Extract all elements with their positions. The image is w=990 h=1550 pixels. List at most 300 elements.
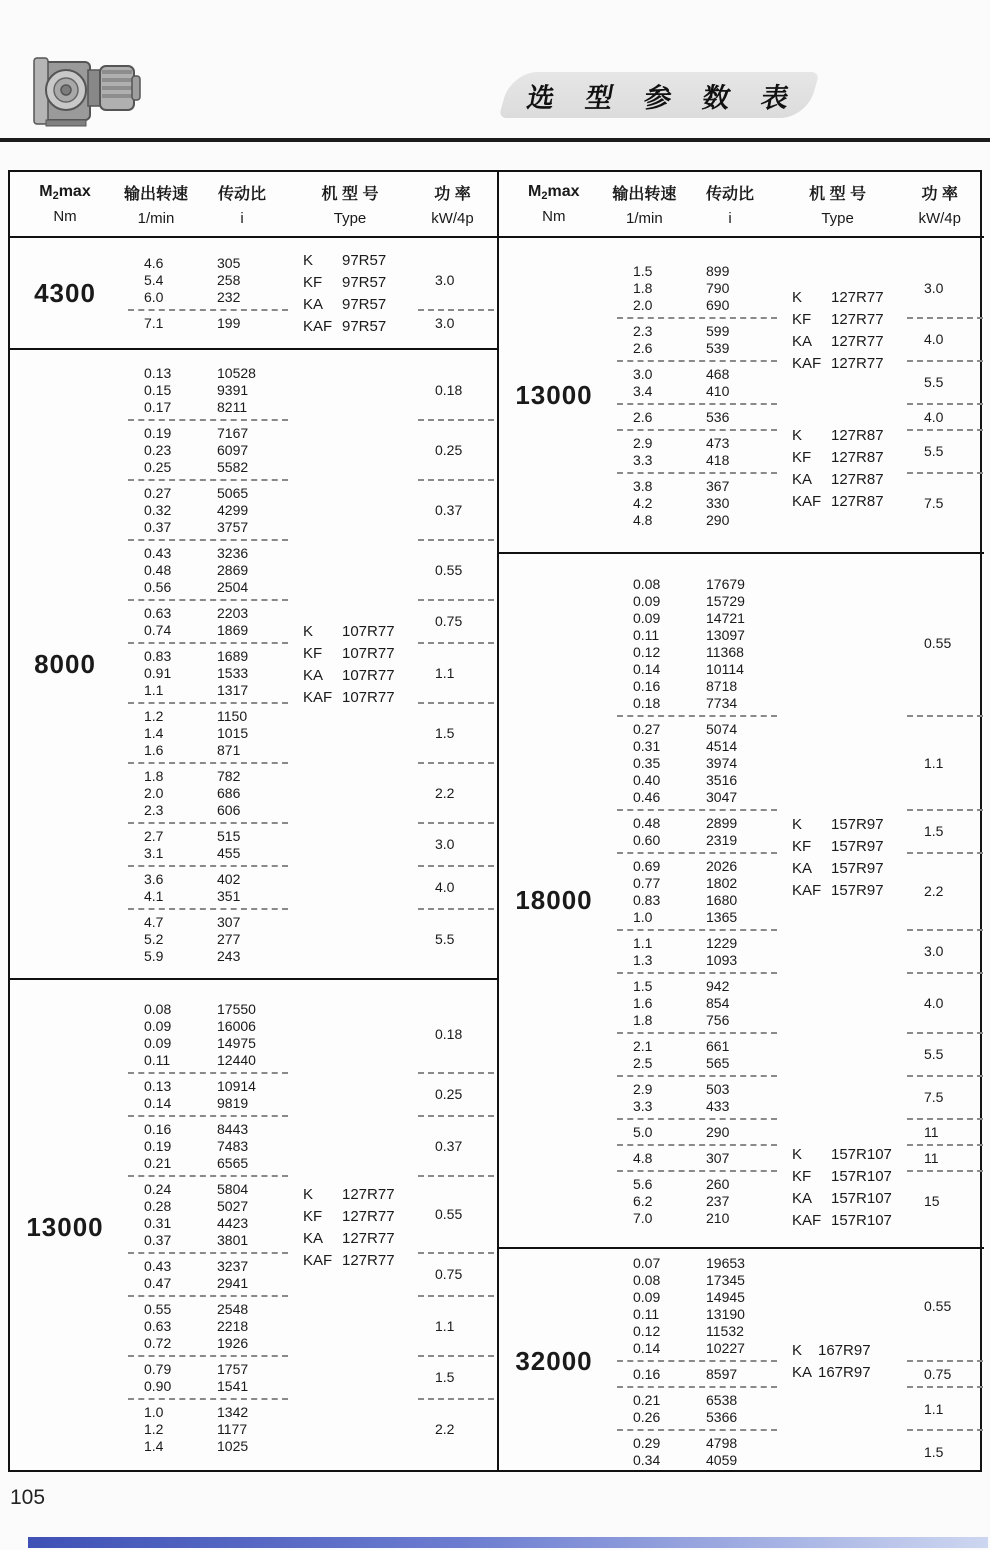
data-row	[609, 1054, 781, 1071]
col-header-speed: 输出转速 1/min	[612, 186, 677, 227]
power-value: 0.25	[435, 441, 463, 458]
speed-value: 1.3	[633, 951, 653, 968]
power-value: 3.0	[435, 315, 455, 331]
speed-value: 0.28	[144, 1197, 172, 1214]
data-row	[609, 874, 781, 891]
data-row	[120, 289, 292, 306]
speed-value: 5.2	[144, 930, 164, 947]
ratio-group	[120, 424, 497, 475]
speed-value: 1.5	[633, 977, 653, 994]
speed-value: 3.4	[633, 382, 653, 399]
type-model: 127R87	[831, 426, 884, 444]
power-value: 1.1	[924, 1400, 944, 1417]
speed-value: 0.14	[633, 660, 661, 677]
ratio-value: 2548	[217, 1300, 249, 1317]
table-body-left	[10, 238, 497, 1474]
ratio-value: 16006	[217, 1017, 256, 1034]
type-prefix: KAF	[792, 355, 822, 372]
type-prefix: KAF	[303, 688, 333, 706]
data-row	[609, 1209, 781, 1226]
ratio-value: 3047	[706, 788, 738, 805]
ratio-value: 13190	[706, 1306, 745, 1322]
data-row	[120, 767, 292, 784]
data-row	[120, 1214, 292, 1231]
ratio-group	[120, 767, 497, 818]
speed-value: 0.19	[144, 424, 172, 441]
speed-value: 2.5	[633, 1054, 653, 1071]
ratio-value: 9819	[217, 1094, 249, 1111]
speed-value: 0.27	[144, 484, 172, 501]
table-left-half	[10, 172, 497, 1470]
ratio-value: 1150	[217, 707, 248, 724]
speed-value: 1.8	[633, 279, 653, 296]
type-block	[792, 287, 884, 375]
table-body-right	[499, 238, 984, 1474]
speed-value: 0.23	[144, 441, 172, 458]
power-value: 5.5	[435, 930, 455, 947]
ratio-value: 330	[706, 494, 730, 511]
data-row	[120, 458, 292, 475]
speed-value: 0.29	[633, 1435, 661, 1451]
type-label	[303, 293, 386, 315]
ratio-value: 1680	[706, 891, 738, 908]
speed-value: 0.83	[633, 891, 661, 908]
type-label	[303, 642, 395, 664]
data-row	[609, 451, 781, 468]
speed-value: 0.43	[144, 1257, 172, 1274]
ratio-value: 3516	[706, 771, 738, 788]
power-value: 7.5	[924, 1089, 944, 1105]
ratio-value: 277	[217, 930, 241, 947]
power-value: 1.1	[435, 1317, 455, 1334]
ratio-value: 1926	[217, 1334, 249, 1351]
data-row	[120, 887, 292, 904]
type-model: 157R97	[831, 816, 884, 833]
ratio-value: 2504	[217, 578, 249, 595]
group-divider	[120, 904, 497, 913]
torque-value: 13000	[26, 1211, 104, 1242]
type-label	[303, 315, 386, 337]
ratio-value: 1802	[706, 874, 738, 891]
torque-value: 32000	[515, 1346, 593, 1376]
data-row	[609, 279, 781, 296]
ratio-value: 307	[217, 913, 241, 930]
data-row	[609, 408, 781, 425]
type-label	[303, 1249, 395, 1271]
speed-value: 0.83	[144, 647, 172, 664]
type-model: 167R97	[818, 1342, 871, 1359]
type-model: 127R77	[831, 289, 884, 306]
type-prefix: KA	[303, 666, 324, 684]
data-row	[609, 771, 781, 788]
speed-value: 0.74	[144, 621, 172, 638]
data-row	[120, 1334, 292, 1351]
speed-value: 3.6	[144, 870, 164, 887]
speed-value: 1.2	[144, 707, 164, 724]
data-row	[609, 511, 781, 528]
data-row	[609, 494, 781, 511]
type-subsection	[120, 1000, 497, 1454]
data-row	[609, 575, 781, 592]
ratio-value: 199	[217, 315, 241, 331]
type-label	[792, 309, 884, 331]
data-row	[609, 814, 781, 831]
ratio-value: 6097	[217, 441, 249, 458]
type-prefix: KF	[792, 311, 812, 328]
ratio-value: 17679	[706, 575, 745, 592]
data-row	[609, 857, 781, 874]
ratio-value: 210	[706, 1209, 730, 1226]
power-value: 5.5	[924, 374, 944, 390]
ratio-value: 3974	[706, 754, 738, 771]
ratio-group	[120, 1403, 497, 1454]
speed-value: 4.8	[633, 511, 653, 528]
data-row	[120, 1257, 292, 1274]
power-value: 11	[924, 1149, 939, 1166]
group-divider	[120, 758, 497, 767]
type-prefix: K	[303, 251, 314, 269]
speed-value: 4.1	[144, 887, 164, 904]
power-value: 1.5	[435, 724, 455, 741]
ratio-value: 782	[217, 767, 241, 784]
ratio-value: 8211	[217, 398, 248, 415]
data-row	[609, 677, 781, 694]
ratio-value: 565	[706, 1054, 730, 1071]
power-value: 0.18	[435, 381, 463, 398]
col-header-torque: M2max Nm	[39, 183, 91, 225]
type-model: 157R97	[831, 860, 884, 877]
type-prefix: K	[792, 289, 803, 306]
ratio-value: 12440	[217, 1051, 256, 1068]
ratio-value: 1757	[217, 1360, 249, 1377]
type-label	[792, 836, 884, 858]
ratio-value: 232	[217, 289, 241, 305]
ratio-value: 899	[706, 262, 730, 279]
speed-value: 0.12	[633, 643, 661, 660]
type-prefix: KA	[792, 333, 813, 350]
power-value: 2.2	[924, 883, 944, 899]
group-divider	[120, 1111, 497, 1120]
ratio-group	[609, 720, 984, 805]
ratio-value: 15729	[706, 592, 745, 609]
ratio-value: 5366	[706, 1409, 738, 1425]
header-rule	[0, 138, 990, 142]
power-value: 1.5	[435, 1369, 455, 1385]
data-row	[609, 609, 781, 626]
type-label	[792, 424, 884, 446]
speed-value: 1.4	[144, 724, 164, 741]
power-value: 3.0	[924, 279, 944, 296]
speed-value: 0.31	[633, 737, 661, 754]
ratio-value: 5027	[217, 1197, 249, 1214]
ratio-value: 1342	[217, 1403, 249, 1420]
speed-value: 7.0	[633, 1209, 653, 1226]
ratio-value: 433	[706, 1097, 730, 1114]
data-row	[609, 1255, 781, 1272]
speed-value: 1.2	[144, 1420, 164, 1437]
ratio-value: 5074	[706, 720, 738, 737]
speed-value: 2.6	[633, 339, 653, 356]
speed-value: 3.3	[633, 451, 653, 468]
type-prefix: KA	[792, 1190, 813, 1207]
col-header-type: 机 型 号 Type	[321, 186, 379, 227]
speed-value: 2.0	[144, 784, 164, 801]
data-row	[609, 737, 781, 754]
ratio-group	[120, 1360, 497, 1394]
type-label	[303, 1183, 395, 1205]
power-value: 0.25	[435, 1086, 463, 1102]
ratio-value: 599	[706, 322, 730, 339]
speed-value: 3.3	[633, 1097, 653, 1114]
col-header-torque: M2max Nm	[528, 183, 580, 225]
ratio-value: 942	[706, 977, 730, 994]
speed-value: 0.18	[633, 694, 661, 711]
data-row	[120, 621, 292, 638]
speed-value: 0.11	[633, 1306, 660, 1322]
speed-value: 0.09	[633, 1289, 661, 1305]
type-model: 127R77	[342, 1185, 395, 1203]
col-header-speed: 输出转速 1/min	[123, 186, 188, 227]
data-row	[120, 1231, 292, 1248]
ratio-value: 17550	[217, 1000, 256, 1017]
data-row	[609, 720, 781, 737]
data-row	[120, 1077, 292, 1094]
speed-value: 2.6	[633, 408, 653, 425]
speed-value: 0.25	[144, 458, 172, 475]
col-header-power: 功 率 kW/4p	[431, 186, 474, 227]
data-row	[609, 891, 781, 908]
data-row	[609, 1123, 781, 1140]
speed-value: 0.35	[633, 754, 661, 771]
speed-value: 0.79	[144, 1360, 172, 1377]
group-divider	[609, 1426, 984, 1435]
data-row	[120, 441, 292, 458]
type-model: 157R107	[831, 1212, 892, 1229]
speed-value: 0.37	[144, 1231, 172, 1248]
data-row	[120, 707, 292, 724]
type-prefix: K	[792, 426, 803, 444]
data-row	[609, 934, 781, 951]
ratio-value: 11368	[706, 643, 744, 660]
speed-value: 6.0	[144, 289, 164, 305]
power-value: 11	[924, 1123, 939, 1140]
data-row	[609, 1452, 781, 1469]
speed-value: 5.0	[633, 1123, 653, 1140]
speed-value: 0.27	[633, 720, 661, 737]
data-row	[120, 870, 292, 887]
data-row	[609, 1272, 781, 1289]
group-divider	[609, 711, 984, 720]
ratio-value: 3757	[217, 518, 249, 535]
type-label	[792, 446, 884, 468]
ratio-value: 5065	[217, 484, 249, 501]
ratio-group	[609, 1435, 984, 1469]
type-model: 127R87	[831, 470, 884, 488]
speed-value: 0.60	[633, 831, 661, 848]
group-divider	[120, 475, 497, 484]
type-model: 107R77	[342, 688, 395, 706]
power-value: 7.5	[924, 494, 944, 511]
ratio-value: 515	[217, 827, 241, 844]
power-value: 1.5	[924, 1443, 944, 1460]
ratio-value: 2869	[217, 561, 249, 578]
ratio-group	[120, 364, 497, 415]
ratio-value: 10914	[217, 1077, 256, 1094]
ratio-value: 14721	[706, 609, 745, 626]
type-model: 127R77	[831, 355, 884, 372]
speed-value: 2.7	[144, 827, 164, 844]
speed-value: 4.2	[633, 494, 653, 511]
data-row	[120, 1403, 292, 1420]
data-row	[120, 1274, 292, 1291]
data-row	[609, 908, 781, 925]
speed-value: 0.46	[633, 788, 661, 805]
ratio-value: 1365	[706, 908, 738, 925]
data-row	[120, 364, 292, 381]
power-value: 0.55	[924, 1297, 952, 1314]
speed-value: 0.17	[144, 398, 172, 415]
ratio-value: 10114	[706, 660, 744, 677]
power-value: 1.1	[435, 664, 455, 681]
ratio-group	[120, 827, 497, 861]
ratio-value: 351	[217, 887, 241, 904]
data-row	[120, 647, 292, 664]
data-row	[609, 951, 781, 968]
type-label	[303, 620, 395, 642]
speed-value: 2.3	[633, 322, 653, 339]
ratio-value: 473	[706, 434, 730, 451]
speed-value: 0.08	[633, 575, 661, 592]
data-row	[609, 1149, 781, 1166]
speed-value: 6.2	[633, 1192, 653, 1209]
data-row	[609, 754, 781, 771]
speed-value: 0.31	[144, 1214, 172, 1231]
type-prefix: KAF	[303, 317, 333, 335]
speed-value: 0.19	[144, 1137, 172, 1154]
data-row	[120, 604, 292, 621]
ratio-value: 690	[706, 296, 730, 313]
data-row	[609, 365, 781, 382]
ratio-value: 8597	[706, 1366, 738, 1382]
type-label	[792, 1340, 871, 1362]
speed-value: 1.6	[633, 994, 653, 1011]
power-value: 5.5	[924, 443, 944, 459]
ratio-value: 7483	[217, 1137, 249, 1154]
type-label	[792, 331, 884, 353]
power-value: 0.75	[435, 1266, 463, 1282]
ratio-value: 871	[217, 741, 241, 758]
torque-value: 18000	[515, 885, 593, 915]
type-prefix: KA	[792, 1364, 813, 1381]
page-title: 选 型 参 数 表	[525, 82, 804, 113]
ratio-value: 3237	[217, 1257, 249, 1274]
data-row	[609, 977, 781, 994]
speed-value: 4.8	[633, 1149, 653, 1166]
speed-value: 4.7	[144, 913, 164, 930]
power-value: 3.0	[924, 943, 944, 959]
speed-value: 0.56	[144, 578, 172, 595]
speed-value: 3.1	[144, 844, 164, 861]
ratio-value: 1229	[706, 934, 738, 951]
type-label	[792, 1166, 892, 1188]
ratio-value: 260	[706, 1175, 730, 1192]
data-row	[609, 788, 781, 805]
data-row	[120, 1000, 292, 1017]
type-model: 157R107	[831, 1146, 892, 1163]
data-row	[609, 1306, 781, 1323]
ratio-value: 307	[706, 1149, 730, 1166]
power-value: 4.0	[924, 994, 944, 1011]
type-prefix: KAF	[303, 1251, 333, 1269]
type-model: 157R107	[831, 1168, 892, 1185]
col-header-power: 功 率 kW/4p	[918, 186, 961, 227]
data-row	[609, 643, 781, 660]
data-row	[609, 322, 781, 339]
type-prefix: KF	[303, 644, 323, 662]
speed-value: 0.08	[633, 1272, 661, 1288]
group-divider	[609, 399, 984, 408]
data-row	[120, 484, 292, 501]
type-model: 157R107	[831, 1190, 892, 1207]
ratio-group	[609, 575, 984, 711]
type-model: 127R77	[831, 333, 884, 350]
ratio-group	[120, 707, 497, 758]
type-prefix: KF	[792, 838, 812, 855]
group-divider	[120, 818, 497, 827]
data-row	[120, 1034, 292, 1051]
speed-value: 0.08	[144, 1000, 172, 1017]
gearbox-photo	[32, 48, 142, 132]
speed-value: 0.24	[144, 1180, 172, 1197]
ratio-value: 1177	[217, 1420, 248, 1437]
ratio-group	[120, 1000, 497, 1068]
data-row	[120, 1437, 292, 1454]
ratio-value: 661	[706, 1037, 730, 1054]
data-row	[120, 1317, 292, 1334]
ratio-value: 2218	[217, 1317, 249, 1334]
data-row	[120, 1300, 292, 1317]
speed-value: 5.6	[633, 1175, 653, 1192]
data-row	[120, 1051, 292, 1068]
footer-accent-bar	[28, 1537, 988, 1548]
data-row	[609, 1340, 781, 1357]
ratio-value: 13097	[706, 626, 745, 643]
ratio-value: 4514	[706, 737, 738, 754]
speed-value: 1.0	[633, 908, 653, 925]
power-value: 2.2	[435, 784, 455, 801]
data-row	[609, 831, 781, 848]
power-value: 15	[924, 1192, 940, 1209]
speed-value: 0.26	[633, 1409, 661, 1425]
power-value: 4.0	[924, 331, 944, 347]
ratio-value: 1093	[706, 951, 738, 968]
ratio-value: 1317	[217, 681, 249, 698]
speed-value: 4.6	[144, 255, 164, 271]
ratio-group	[120, 484, 497, 535]
ratio-group	[609, 1123, 984, 1140]
type-block	[792, 1144, 892, 1232]
data-row	[120, 784, 292, 801]
ratio-value: 686	[217, 784, 241, 801]
power-value: 0.75	[924, 1366, 952, 1382]
speed-value: 0.48	[144, 561, 172, 578]
speed-value: 3.8	[633, 477, 653, 494]
type-block	[303, 249, 386, 337]
data-row	[609, 626, 781, 643]
data-row	[120, 381, 292, 398]
speed-value: 2.9	[633, 1080, 653, 1097]
data-row	[120, 578, 292, 595]
